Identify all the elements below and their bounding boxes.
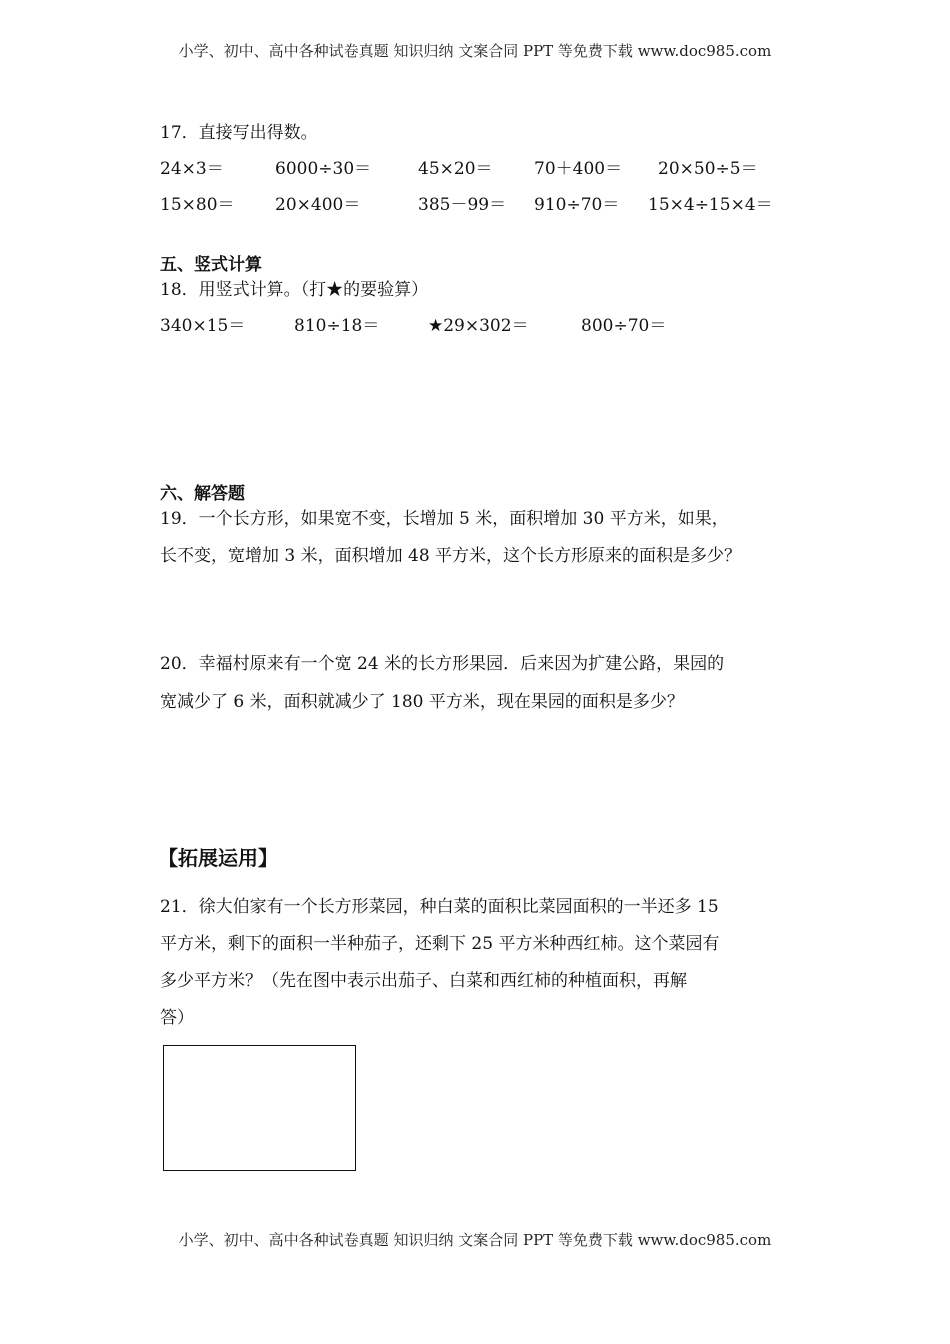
q17-row1-item3: 45×20＝ [418,159,493,179]
q21-line3: 多少平方米？（先在图中表示出茄子、白菜和西红柿的种植面积，再解 [160,971,687,991]
q18-item4: 800÷70＝ [581,316,667,336]
q17-row1-item5: 20×50÷5＝ [658,159,758,179]
q18-item2: 810÷18＝ [294,316,380,336]
q21-line2: 平方米，剩下的面积一半种茄子，还剩下 25 平方米种西红柿。这个菜园有 [160,934,720,954]
q17-row2-item1: 15×80＝ [160,195,235,215]
section6-title: 六、解答题 [160,484,245,504]
section5-title: 五、竖式计算 [160,255,262,275]
q17-row1-item2: 6000÷30＝ [275,159,372,179]
q21-line1: 21．徐大伯家有一个长方形菜园，种白菜的面积比菜园面积的一半还多 15 [160,897,719,917]
q20-line2: 宽减少了 6 米，面积就减少了 180 平方米，现在果园的面积是多少？ [160,692,684,712]
q17-row2-item2: 20×400＝ [275,195,361,215]
q19-line2: 长不变，宽增加 3 米，面积增加 48 平方米，这个长方形原来的面积是多少？ [160,546,742,566]
q17-row1-item1: 24×3＝ [160,159,224,179]
q17-row2-item3: 385－99＝ [418,195,507,215]
q17-row2-item4: 910÷70＝ [534,195,620,215]
q20-line1: 20．幸福村原来有一个宽 24 米的长方形果园．后来因为扩建公路，果园的 [160,654,725,674]
q17-title: 17．直接写出得数。 [160,123,318,143]
q17-row1-item4: 70＋400＝ [534,159,623,179]
q19-line1: 19．一个长方形，如果宽不变，长增加 5 米，面积增加 30 平方米，如果， [160,509,729,529]
q17-row2-item5: 15×4÷15×4＝ [648,195,773,215]
q18-title: 18．用竖式计算。（打★的要验算） [160,280,429,300]
q18-item1: 340×15＝ [160,316,246,336]
garden-rectangle-diagram [163,1045,356,1171]
extension-title: 【拓展运用】 [158,846,278,870]
page-footer: 小学、初中、高中各种试卷真题 知识归纳 文案合同 PPT 等免费下载 www.doc985.com [178,1231,772,1249]
q21-line4: 答） [160,1008,194,1028]
q18-item3: ★29×302＝ [428,316,529,336]
page-header: 小学、初中、高中各种试卷真题 知识归纳 文案合同 PPT 等免费下载 www.doc985.com [178,42,772,60]
